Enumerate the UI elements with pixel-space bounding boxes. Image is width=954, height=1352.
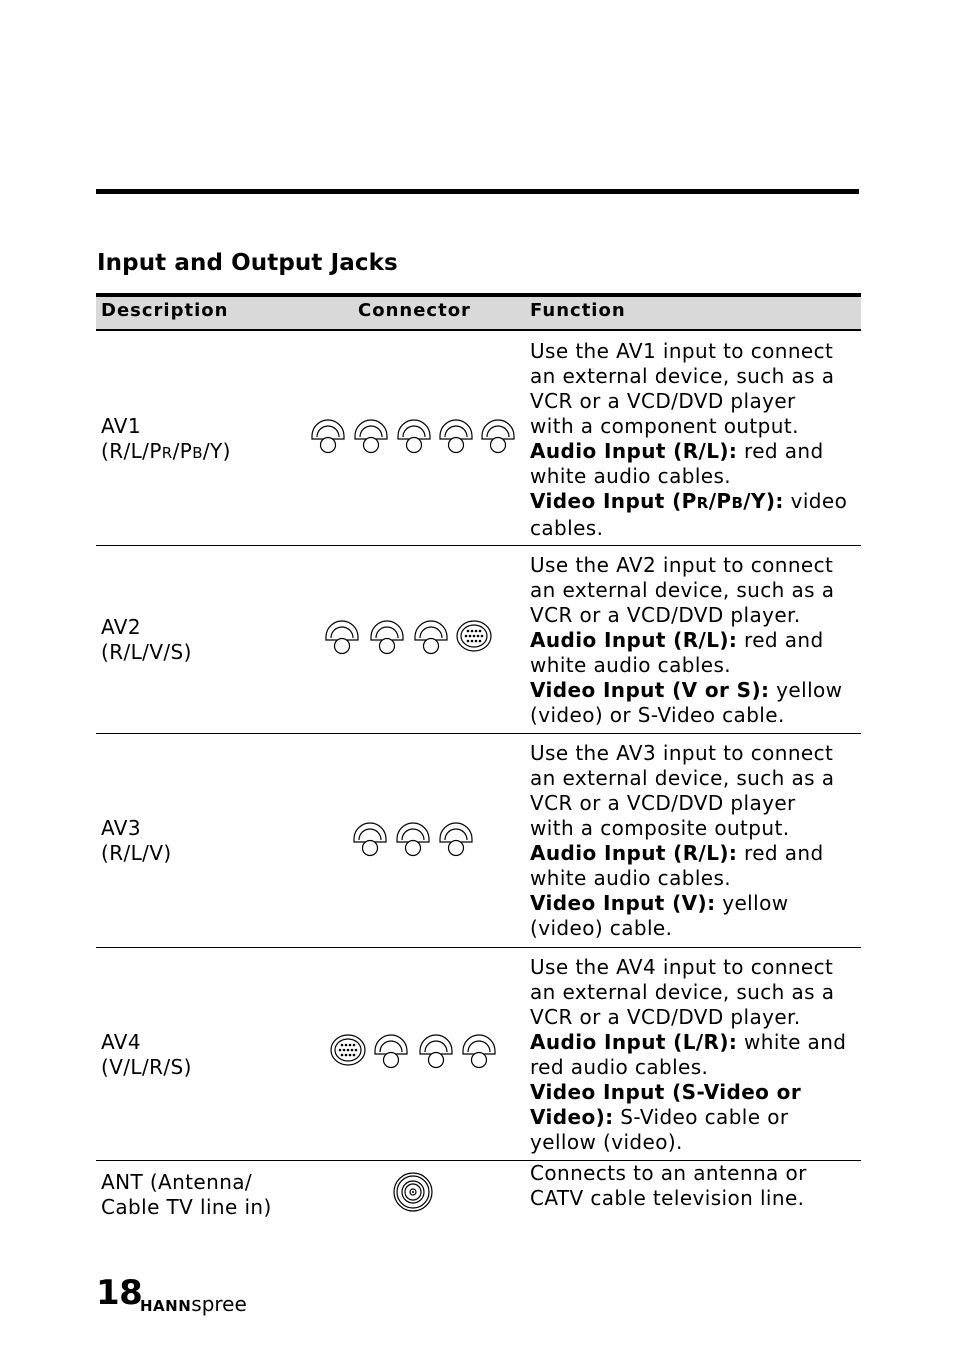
function-line: (video) cable. [530,916,673,940]
function-line: Video Input (V or S): yellow [530,678,843,702]
function-line: an external device, such as a [530,980,835,1004]
table-row-av2 [96,546,861,734]
rca-jack-icon [420,1035,452,1068]
page-number: 18 [96,1273,143,1313]
function-line: Video): S-Video cable or [530,1105,789,1129]
rca-jack-icon [463,1035,495,1068]
rca-jack-icon [355,420,387,453]
header-rule [96,189,859,194]
ant-connector-graphic [392,1171,434,1213]
function-line: Video Input (PR/PB/Y): video [530,489,848,513]
rca-jack-icon [326,621,358,654]
description-line: Cable TV line in) [101,1195,272,1219]
coaxial-jack-icon [394,1173,432,1211]
description-line: (R/L/V) [101,841,172,865]
column-header-description: Description [101,300,229,321]
rca-jack-icon [312,420,344,453]
function-line: Use the AV4 input to connect [530,955,834,979]
connector-cell [310,415,520,457]
description-cell [101,1170,272,1220]
function-line: an external device, such as a [530,578,835,602]
function-line: white audio cables. [530,464,732,488]
connector-cell [324,616,499,658]
description-line: AV3 [101,816,142,840]
av2-connector-graphic [324,616,499,658]
rca-jack-icon [371,621,403,654]
brand-logo [140,1292,247,1316]
function-line: VCR or a VCD/DVD player. [530,1005,801,1029]
connector-cell [352,818,477,860]
description-line: ANT (Antenna/ [101,1170,253,1194]
video-input-label: Video Input (V or S): [530,678,770,702]
table-row-ant [96,1161,861,1231]
function-line: Audio Input (R/L): red and [530,628,824,652]
connector-cell [329,1030,499,1072]
column-header-connector: Connector [358,300,471,321]
function-line: VCR or a VCD/DVD player. [530,603,801,627]
function-line: Use the AV1 input to connect [530,339,834,363]
rca-jack-icon [482,420,514,453]
s-video-jack-icon [331,1035,365,1065]
video-input-label: Video Input (S-Video or [530,1080,802,1104]
video-input-label: Video Input (PR/PB/Y): [530,489,784,513]
function-line: white audio cables. [530,653,732,677]
audio-input-label: Audio Input (R/L): [530,841,738,865]
description-line: AV1 [101,414,142,438]
audio-input-label: Audio Input (L/R): [530,1030,738,1054]
av4-connector-graphic [329,1030,499,1072]
description-cell [101,615,192,665]
section-title: Input and Output Jacks [97,250,398,276]
function-line: yellow (video). [530,1130,683,1154]
function-line: cables. [530,516,604,540]
s-video-jack-icon [457,621,491,651]
table-row-av1 [96,333,861,546]
description-line: AV4 [101,1030,142,1054]
rca-jack-icon [354,823,386,856]
video-input-label: Video Input (V): [530,891,716,915]
column-header-function: Function [530,300,626,321]
audio-input-label: Audio Input (R/L): [530,628,738,652]
audio-input-label: Audio Input (R/L): [530,439,738,463]
av3-connector-graphic [352,818,477,860]
function-line: Video Input (V): yellow [530,891,789,915]
function-line: Audio Input (R/L): red and [530,841,824,865]
rca-jack-icon [375,1035,407,1068]
description-line: (R/L/PR/PB/Y) [101,439,231,463]
rca-jack-icon [398,420,430,453]
function-line: red audio cables. [530,1055,709,1079]
description-line: AV2 [101,615,142,639]
function-cell [530,339,860,541]
rca-jack-icon [415,621,447,654]
video-input-label: Video): [530,1105,614,1129]
function-line: CATV cable television line. [530,1186,805,1210]
function-line [530,1080,860,1105]
connector-cell [392,1171,434,1213]
table-row-av4 [96,948,861,1161]
function-line: (video) or S-Video cable. [530,703,785,727]
function-line: Connects to an antenna or [530,1161,807,1185]
function-line: an external device, such as a [530,766,835,790]
rca-jack-icon [440,420,472,453]
function-line: VCR or a VCD/DVD player [530,389,796,413]
function-line: Use the AV2 input to connect [530,553,834,577]
description-cell [101,816,172,866]
description-line: (R/L/V/S) [101,640,192,664]
function-cell [530,741,860,941]
function-line: with a composite output. [530,816,790,840]
brand-logo-light: spree [191,1292,247,1316]
function-line: Audio Input (L/R): white and [530,1030,847,1054]
function-line: an external device, such as a [530,364,835,388]
function-cell [530,1161,860,1211]
brand-logo-bold: HANN [140,1297,192,1315]
function-line: VCR or a VCD/DVD player [530,791,796,815]
function-cell [530,553,860,728]
function-line: white audio cables. [530,866,732,890]
function-line: with a component output. [530,414,799,438]
function-line: Use the AV3 input to connect [530,741,834,765]
function-line: Audio Input (R/L): red and [530,439,824,463]
description-line: (V/L/R/S) [101,1055,192,1079]
description-cell [101,1030,192,1080]
description-cell [101,414,231,466]
table-header [96,297,861,331]
rca-jack-icon [440,823,472,856]
rca-jack-icon [397,823,429,856]
av1-connector-graphic [310,415,520,457]
table-row-av3 [96,734,861,948]
function-cell [530,955,860,1155]
